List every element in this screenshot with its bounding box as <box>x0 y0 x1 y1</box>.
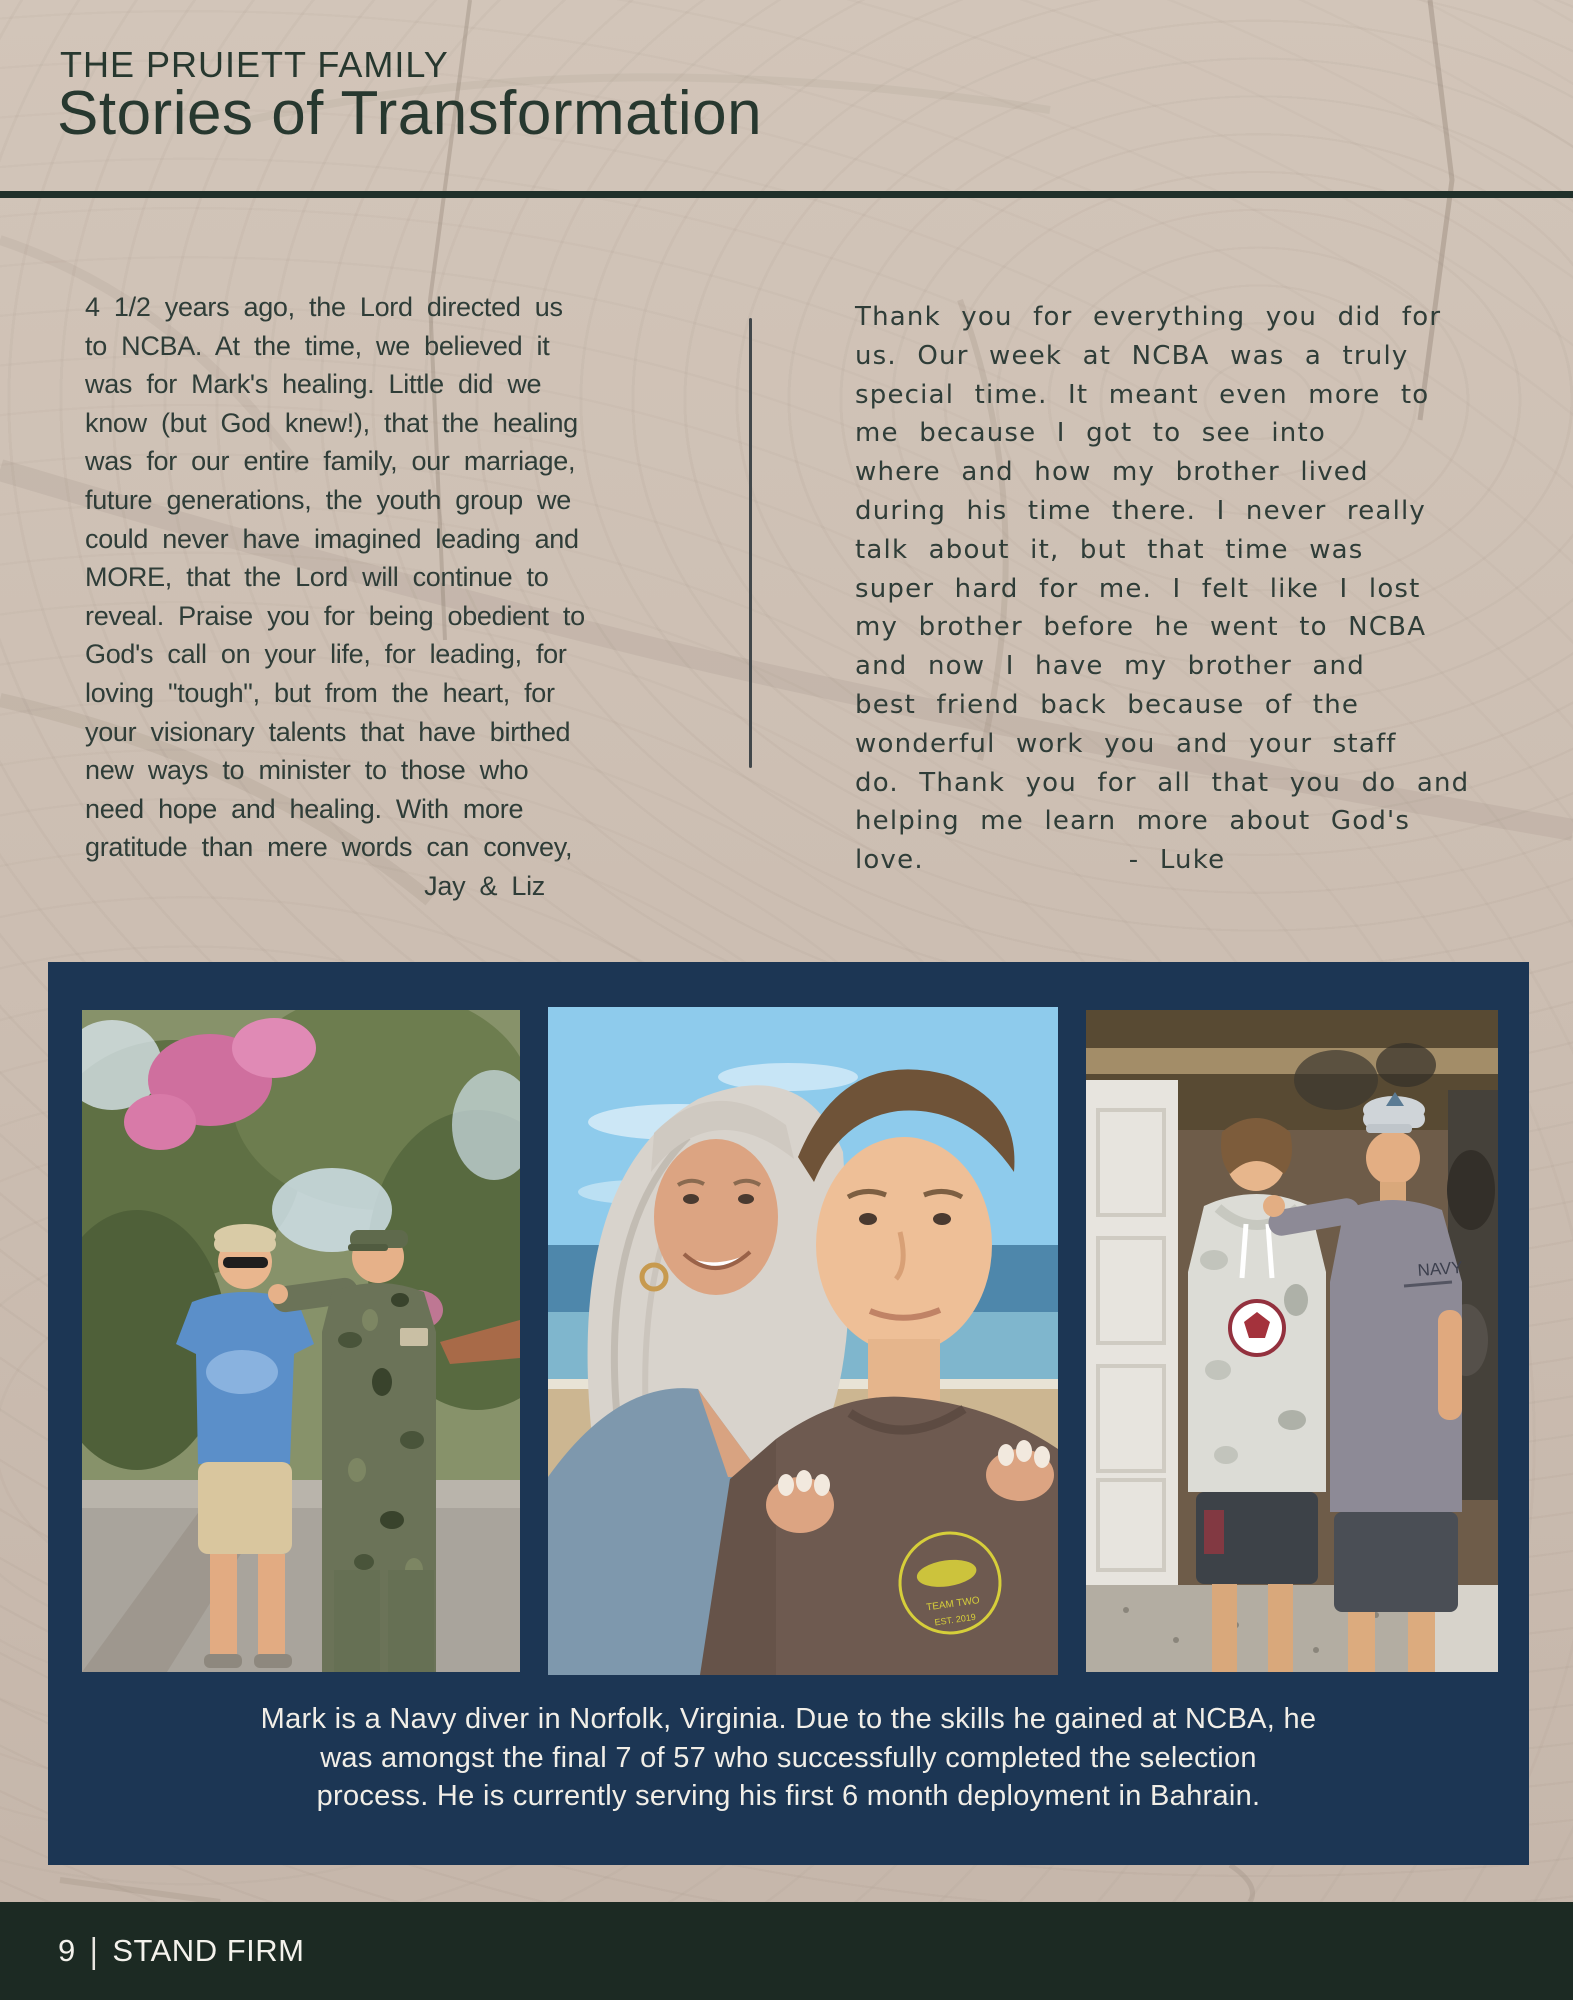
letter-last-word: love. <box>855 845 924 876</box>
photo-father-and-son-uniform <box>82 1010 520 1672</box>
page-title: Stories of Transformation <box>57 79 763 148</box>
photo-illustration <box>1086 1010 1498 1672</box>
page-footer <box>0 1902 1573 2000</box>
shirt-logo-team: TEAM TWO <box>925 1595 981 1614</box>
letter-from-luke <box>855 298 1515 880</box>
photo-caption: Mark is a Navy diver in Norfolk, Virginia. Due to the skills he gained at NCBA, he was amongst the final 7 of 57 who successfully completed the selection process. He is currently serving his first 6 month deployment in Bahrain. <box>260 1703 1317 1812</box>
page-number: 9 <box>58 1933 76 1968</box>
shirt-print-navy: NAVY <box>1416 1257 1464 1280</box>
letter-body: Thank you for everything you did for us. Our week at NCBA was a truly special time. It meant even more to me because I got to see into where and how my brother lived during his time there. I never really talk about it, but that time was super hard for me. I felt like I lost my brother before he went to NCBA and now I have my brother and best friend back because of the wonderful work you and your staff do. Thank you for all that you do and helping me learn more about God's <box>855 302 1470 837</box>
photo-panel <box>48 962 1529 1865</box>
footer-label: STAND FIRM <box>112 1933 305 1968</box>
header-divider-rule <box>0 191 1573 198</box>
photo-brothers-garage <box>1086 1010 1498 1672</box>
footer-separator: | <box>89 1930 99 1971</box>
letter-signature-luke: - Luke <box>1128 845 1226 876</box>
photo-mother-son-beach-selfie <box>548 1007 1058 1675</box>
family-name-heading: THE PRUIETT FAMILY <box>60 44 449 85</box>
photo-illustration <box>82 1010 520 1672</box>
letter-from-jay-and-liz <box>85 288 625 906</box>
letter-body: 4 1/2 years ago, the Lord directed us to NCBA. At the time, we believed it was for Mark's healing. Little did we know (but God knew!), that the healing was for our entire family, our marriage, future generations, the youth group we could never have imagined leading and MORE, that the Lord will continue to reveal. Praise you for being obedient to God's call on your life, for leading, for loving "tough", but from the heart, for your visionary talents that have birthed new ways to minister to those who need hope and healing. With more gratitude than mere words can convey, <box>85 292 585 863</box>
photo-illustration <box>548 1007 1058 1675</box>
letter-signature-jay-liz: Jay & Liz <box>424 870 545 901</box>
shirt-logo-est: EST. 2019 <box>933 1611 977 1628</box>
column-divider-line <box>749 318 752 768</box>
